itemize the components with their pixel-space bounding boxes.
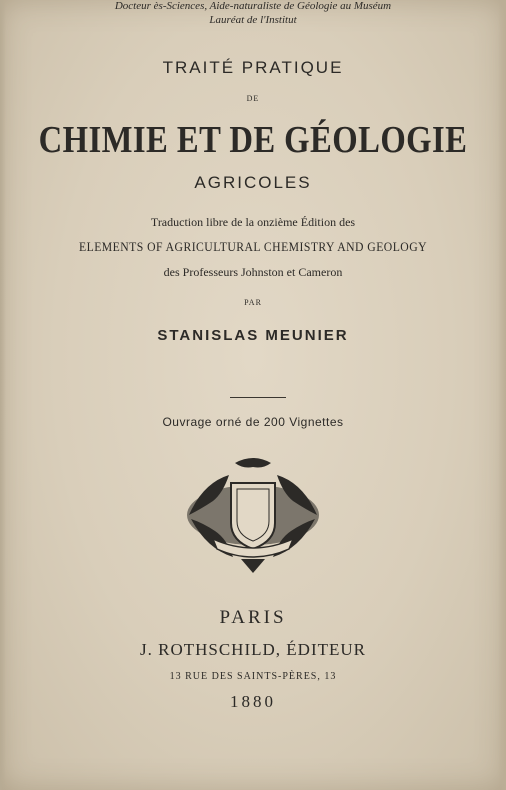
author-name: STANISLAS MEUNIER <box>157 327 349 344</box>
par-label: PAR <box>244 298 262 307</box>
author-credentials <box>0 0 506 26</box>
publication-city: PARIS <box>219 607 287 628</box>
credentials-line-2: Lauréat de l'Institut <box>209 14 297 26</box>
illustrations-note: Ouvrage orné de 200 Vignettes <box>162 415 344 429</box>
publisher-address: 13 RUE DES SAINTS-PÈRES, 13 <box>169 671 337 682</box>
publisher-emblem-icon <box>183 453 323 575</box>
translation-note: Traduction libre de la onzième Édition des <box>150 215 356 229</box>
publisher-name: J. ROTHSCHILD, ÉDITEUR <box>140 640 366 659</box>
emblem-shield <box>231 483 275 549</box>
book-subtitle: AGRICOLES <box>194 173 312 192</box>
separator-rule <box>230 397 286 398</box>
book-title: CHIMIE ET DE GÉOLOGIE <box>38 119 468 161</box>
original-authors: des Professeurs Johnston et Cameron <box>163 265 343 279</box>
original-title: ELEMENTS OF AGRICULTURAL CHEMISTRY AND GEOLOGY <box>79 239 427 254</box>
publication-year: 1880 <box>230 692 276 711</box>
credentials-line-1: Docteur ès-Sciences, Aide-naturaliste de Géologie au Muséum <box>114 0 392 12</box>
title-top: TRAITÉ PRATIQUE <box>162 58 344 77</box>
title-de: DE <box>246 94 260 103</box>
